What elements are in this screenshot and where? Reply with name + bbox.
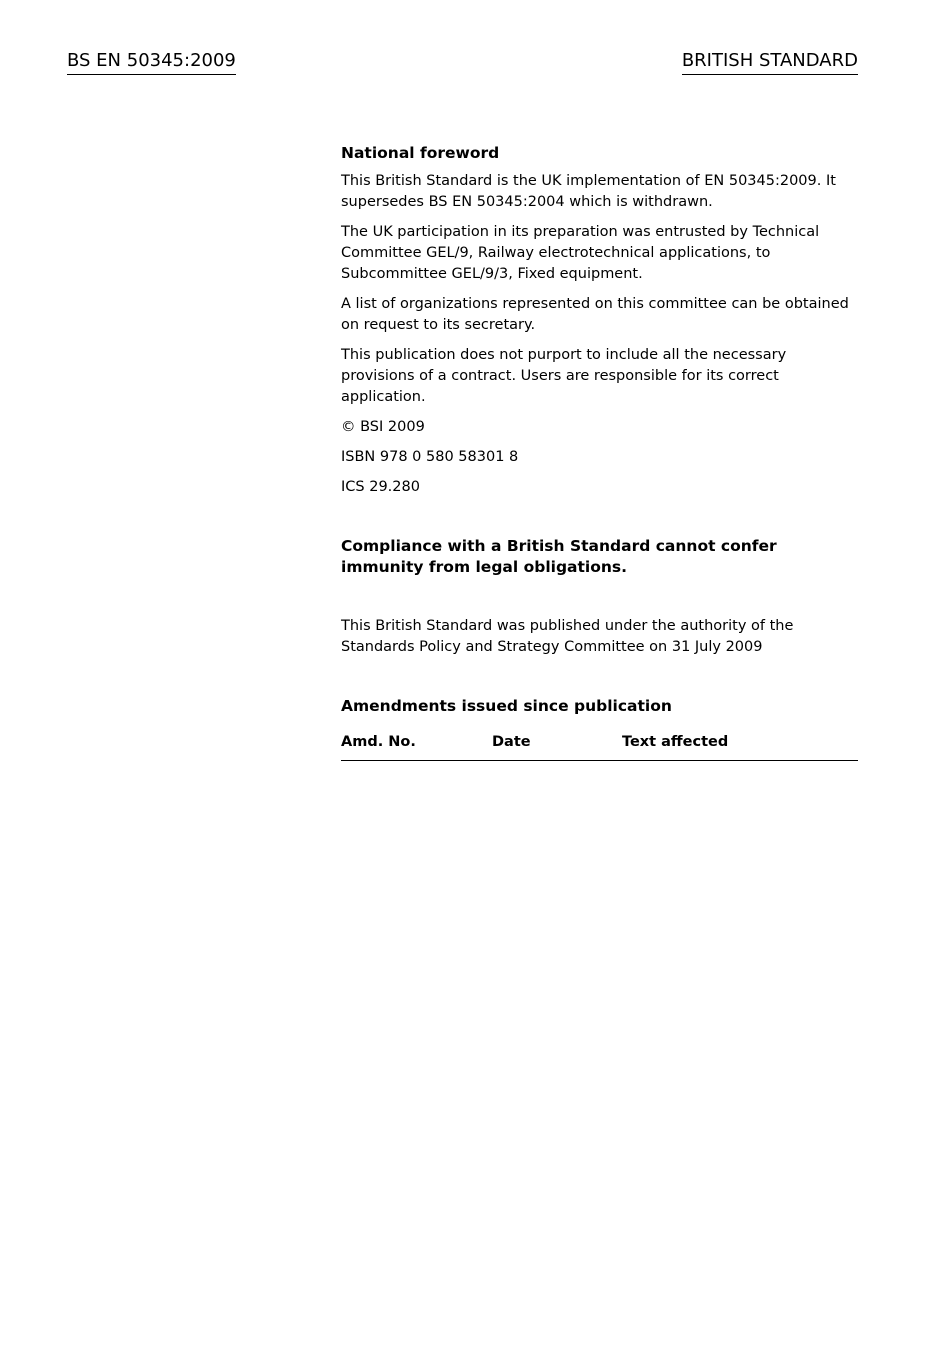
document-number: BS EN 50345:2009	[67, 50, 236, 75]
foreword-paragraph-provisions: This publication does not purport to include all the necessary provisions of a contract. Users are responsible for its correct application.	[341, 347, 787, 405]
column-header-text-affected: Text affected	[622, 734, 729, 750]
copyright-line: © BSI 2009	[341, 419, 425, 435]
standard-series-label: BRITISH STANDARD	[682, 50, 858, 75]
compliance-statement: Compliance with a British Standard cannot confer immunity from legal obligations.	[341, 537, 777, 576]
foreword-paragraph-organizations: A list of organizations represented on this committee can be obtained on request to its secretary.	[341, 296, 849, 333]
national-foreword-heading: National foreword	[341, 144, 500, 162]
ics-line: ICS 29.280	[341, 479, 420, 495]
foreword-paragraph-implementation: This British Standard is the UK implementation of EN 50345:2009. It supersedes BS EN 50345:2004 which is withdrawn.	[341, 173, 836, 210]
main-content	[341, 143, 858, 761]
column-header-amd-no: Amd. No.	[341, 734, 416, 750]
isbn-line: ISBN 978 0 580 58301 8	[341, 449, 519, 465]
publication-authority-statement: This British Standard was published under the authority of the Standards Policy and Strategy Committee on 31 July 2009	[341, 618, 794, 655]
column-header-date: Date	[492, 734, 531, 750]
amendments-table-header	[341, 732, 858, 761]
foreword-paragraph-participation: The UK participation in its preparation was entrusted by Technical Committee GEL/9, Railway electrotechnical applications, to Subcommittee GEL/9/3, Fixed equipment.	[341, 224, 820, 282]
amendments-heading: Amendments issued since publication	[341, 697, 672, 715]
